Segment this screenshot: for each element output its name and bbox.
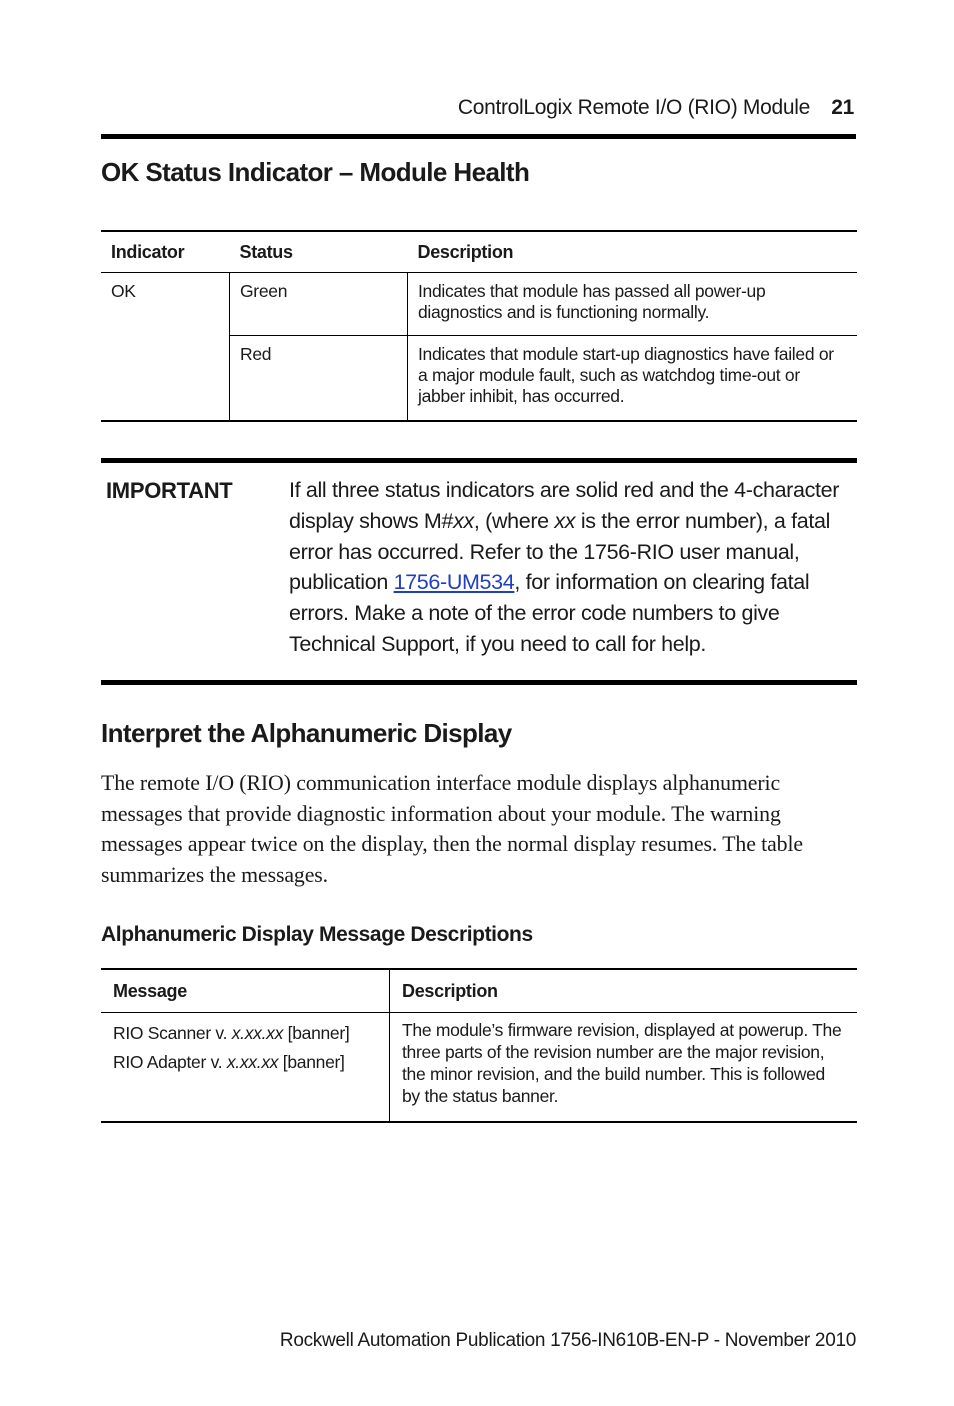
table-title: Alphanumeric Display Message Descriptions	[101, 923, 533, 946]
header-rule	[101, 134, 856, 139]
table-header-row	[101, 969, 857, 1013]
footer-publication: Rockwell Automation Publication 1756-IN610B-EN-P - November 2010	[279, 1330, 856, 1351]
message-prefix: RIO Scanner v.	[113, 1023, 232, 1043]
indicator-cell: OK	[101, 273, 230, 422]
column-header-indicator: Indicator	[101, 231, 230, 273]
table-row	[101, 273, 857, 336]
column-header-status: Status	[230, 231, 408, 273]
header-title: ControlLogix Remote I/O (RIO) Module	[457, 96, 810, 119]
message-version: x.xx.xx	[231, 1023, 284, 1043]
message-line-scanner	[113, 1019, 377, 1048]
message-table	[101, 968, 857, 1123]
column-header-message: Message	[101, 969, 390, 1013]
section-heading-alphanumeric: Interpret the Alphanumeric Display	[101, 718, 512, 748]
important-label: IMPORTANT	[106, 478, 233, 503]
important-text	[289, 475, 849, 660]
description-cell: Indicates that module has passed all power-up diagnostics and is functioning normally.	[408, 273, 858, 336]
important-text-part: , for information on clearing fatal errors. Make a note of the error code numbers to give Technical Support, if you need to call for help.	[289, 570, 810, 656]
message-suffix: [banner]	[278, 1052, 345, 1072]
column-header-description: Description	[408, 231, 858, 273]
description-cell: The module’s firmware revision, displayed at powerup. The three parts of the revision number are the major revision, the minor revision, and the build number. This is followed by the status banner.	[402, 1020, 842, 1106]
important-text-part: , (where	[473, 508, 555, 533]
message-suffix: [banner]	[283, 1023, 350, 1043]
important-text-italic: xx	[554, 508, 576, 533]
status-cell: Green	[230, 273, 408, 336]
message-line-adapter	[113, 1048, 377, 1077]
important-text-part: is the error number), a fatal error has occurred. Refer to the 1756-RIO user manual, publication	[289, 508, 830, 595]
description-cell: Indicates that module start-up diagnostics have failed or a major module fault, such as watchdog time-out or jabber inhibit, has occurred.	[418, 344, 834, 406]
important-bottom-rule	[101, 680, 857, 685]
body-paragraph: The remote I/O (RIO) communication interface module displays alphanumeric messages that provide diagnostic information about your module. The warning messages appear twice on the display, then the normal display resumes. The table summarizes the messages.	[101, 771, 804, 888]
important-text-part: If all three status indicators are solid red and the 4-character display shows M#	[289, 478, 840, 533]
table-row	[101, 1013, 857, 1123]
ok-status-table	[101, 230, 857, 422]
status-cell: Red	[230, 336, 408, 422]
message-version: x.xx.xx	[226, 1052, 279, 1072]
message-prefix: RIO Adapter v.	[113, 1052, 227, 1072]
important-text-italic: xx	[453, 508, 474, 533]
column-header-description: Description	[390, 969, 858, 1013]
page-number: 21	[831, 96, 854, 119]
publication-link[interactable]: 1756-UM534	[393, 570, 515, 595]
table-header-row	[101, 231, 857, 273]
message-cell	[101, 1013, 390, 1123]
section-heading-ok-status: OK Status Indicator – Module Health	[101, 157, 530, 187]
important-top-rule	[101, 458, 857, 463]
